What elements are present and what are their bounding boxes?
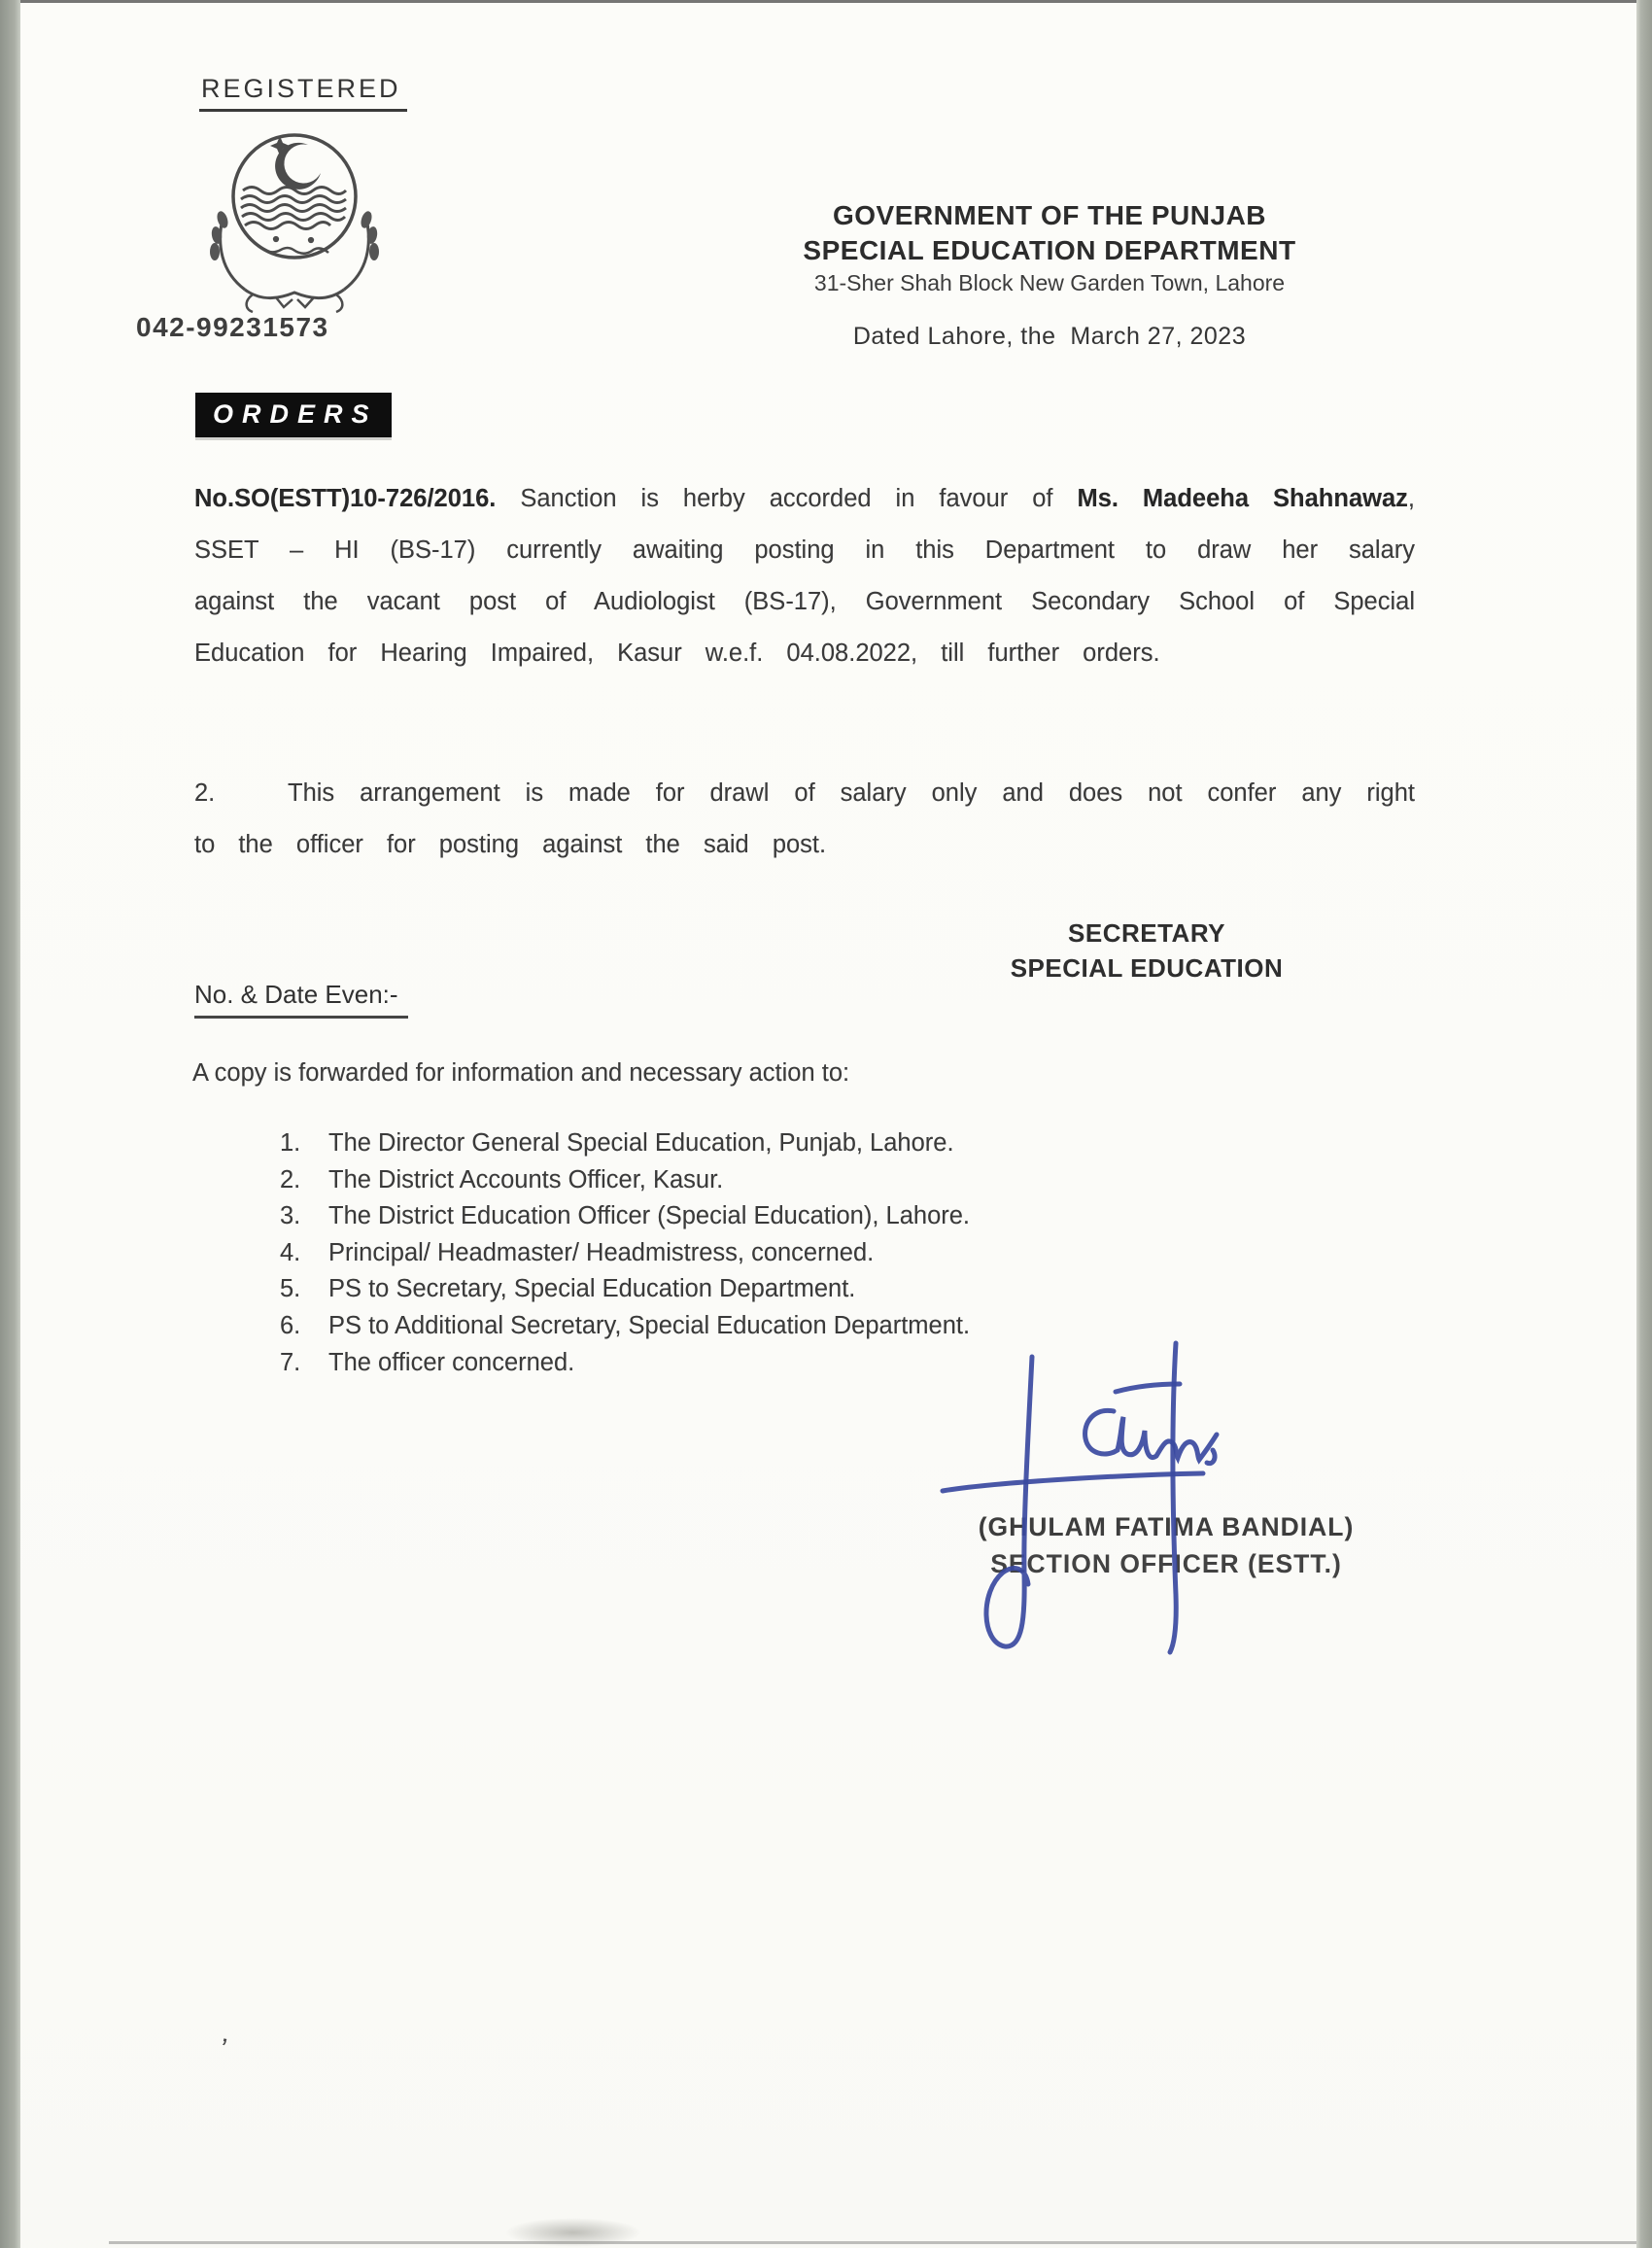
government-title: GOVERNMENT OF THE PUNJAB bbox=[832, 200, 1267, 230]
scan-edge-top bbox=[20, 0, 1636, 3]
order-paragraph-1 bbox=[194, 473, 1415, 679]
copy-forwarded-line: A copy is forwarded for information and necessary action to: bbox=[192, 1059, 850, 1087]
signature-ink-icon bbox=[921, 1328, 1322, 1662]
list-item: 3. The District Education Officer (Special Education), Lahore. bbox=[280, 1202, 971, 1230]
secretary-department: SPECIAL EDUCATION bbox=[1010, 953, 1284, 983]
list-item: 2. The District Accounts Officer, Kasur. bbox=[280, 1165, 724, 1193]
officer-name: Ms. Madeeha Shahnawaz bbox=[1077, 485, 1408, 512]
scan-edge-left bbox=[0, 0, 20, 2248]
list-item: 4. Principal/ Headmaster/ Headmistress, concerned. bbox=[280, 1238, 875, 1266]
registered-stamp: REGISTERED bbox=[199, 74, 407, 112]
order-body-text-2: , SSET – HI (BS-17) currently awaiting posting in this Department to draw her salary against the vacant post of Audiologist (BS-17), Government Secondary School of Special Education for Hearing Impaired, Kasur w.e.f. 04.08.2022, till further orders. bbox=[194, 485, 1415, 667]
punjab-crest-icon bbox=[190, 109, 398, 315]
list-item: 6. PS to Additional Secretary, Special Education Department. bbox=[280, 1311, 971, 1339]
signatory-name: (GHULAM FATIMA BANDIAL) bbox=[978, 1512, 1355, 1541]
signatory-title: SECTION OFFICER (ESTT.) bbox=[990, 1549, 1342, 1578]
paragraph-number: 2. bbox=[194, 779, 216, 807]
no-date-even-label: No. & Date Even:- bbox=[194, 980, 408, 1019]
orders-heading: ORDERS bbox=[195, 393, 392, 437]
department-title: SPECIAL EDUCATION DEPARTMENT bbox=[803, 235, 1296, 265]
secretary-title: SECRETARY bbox=[1068, 918, 1225, 948]
order-paragraph-2 bbox=[194, 768, 1415, 871]
department-address: 31-Sher Shah Block New Garden Town, Lahore bbox=[813, 270, 1286, 295]
list-item: 7. The officer concerned. bbox=[280, 1348, 575, 1376]
order-body-text-3: This arrangement is made for drawl of salary only and does not confer any right to the officer for posting against the said post. bbox=[194, 779, 1415, 858]
scan-smudge bbox=[505, 2218, 641, 2247]
list-item: 1. The Director General Special Education, Punjab, Lahore. bbox=[280, 1129, 954, 1157]
date-line: Dated Lahore, the March 27, 2023 bbox=[852, 323, 1247, 350]
scan-edge-bottom bbox=[109, 2241, 1636, 2244]
order-body-text-1: Sanction is herby accorded in favour of bbox=[496, 485, 1078, 512]
letterhead bbox=[622, 198, 1477, 351]
recipient-list bbox=[280, 1125, 970, 1381]
scan-edge-right bbox=[1636, 0, 1652, 2248]
stray-ink-mark: ’ bbox=[216, 2032, 230, 2066]
reference-number: No.SO(ESTT)10-726/2016. bbox=[194, 485, 497, 512]
secretary-signature-block bbox=[943, 916, 1351, 986]
phone-number: 042-99231573 bbox=[136, 312, 329, 342]
list-item: 5. PS to Secretary, Special Education Department. bbox=[280, 1275, 856, 1303]
